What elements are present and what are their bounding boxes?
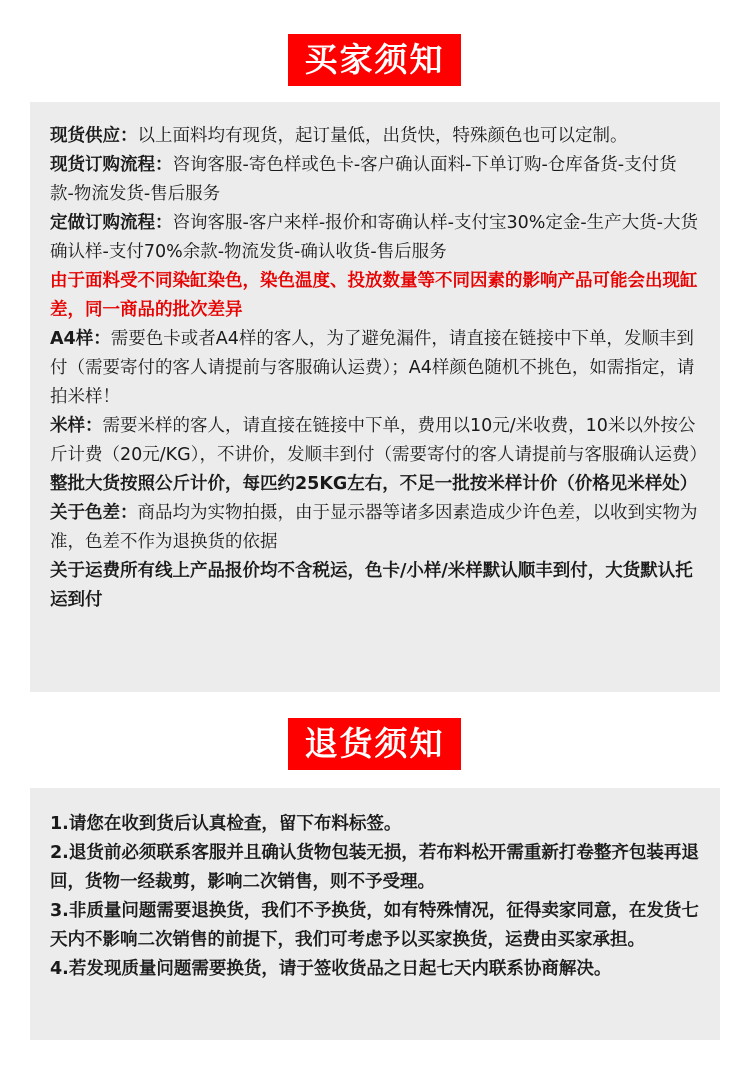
return-item-2: 2.退货前必须联系客服并且确认货物包装无损，若布料松开需重新打卷整齐包装再退回，货物一经裁剪，影响二次销售，则不予受理。: [50, 843, 699, 892]
item-label: 定做订购流程：: [50, 213, 173, 233]
custom-order-process-item: [50, 209, 700, 267]
item-text: 需要色卡或者A4样的客人，为了避免漏件，请直接在链接中下单，发顺丰到付（需要寄付的客人请提前与客服确认运费）；A4样颜色随机不挑色，如需指定，请拍米样！: [50, 329, 695, 407]
a4-sample-item: [50, 325, 700, 412]
item-text: 以上面料均有现货，起订量低，出货快，特殊颜色也可以定制。: [137, 126, 628, 146]
bulk-pricing-item: 整批大货按照公斤计价，每匹约25KG左右，不足一批按米样计价（价格见米样处）: [50, 474, 698, 494]
color-difference-item: [50, 499, 700, 557]
return-notice-panel: [30, 788, 720, 1040]
item-label: 米样：: [50, 416, 103, 436]
item-label: A4样：: [50, 329, 111, 349]
item-label: 关于色差：: [50, 503, 138, 523]
return-item-1: 1.请您在收到货后认真检查，留下布料标签。: [50, 814, 402, 834]
stock-supply-item: [50, 122, 700, 151]
item-label: 现货供应：: [50, 126, 138, 146]
item-text: 需要米样的客人，请直接在链接中下单，费用以10元/米收费，10米以外按公斤计费（20元/KG），不讲价，发顺丰到付（需要寄付的客人请提前与客服确认运费）: [50, 416, 707, 465]
item-text: 咨询客服-寄色样或色卡-客户确认面料-下单订购-仓库备货-支付货款-物流发货-售后服务: [50, 155, 677, 204]
buyer-notice-panel: [30, 102, 720, 692]
return-notice-title: 退货须知: [288, 718, 461, 770]
return-item-4: 4.若发现质量问题需要换货，请于签收货品之日起七天内联系协商解决。: [50, 959, 612, 979]
item-label: 现货订购流程：: [50, 155, 173, 175]
item-text: 商品均为实物拍摄，由于显示器等诸多因素造成少许色差，以收到实物为准，色差不作为退换货的依据: [50, 503, 698, 552]
stock-order-process-item: [50, 151, 700, 209]
return-item-3: 3.非质量问题需要退换货，我们不予换货，如有特殊情况，征得卖家同意，在发货七天内不影响二次销售的前提下，我们可考虑予以买家换货，运费由买家承担。: [50, 901, 699, 950]
item-text: 咨询客服-客户来样-报价和寄确认样-支付宝30%定金-生产大货-大货确认样-支付70%余款-物流发货-确认收货-售后服务: [50, 213, 698, 262]
meter-sample-item: [50, 412, 707, 470]
buyer-notice-title: 买家须知: [288, 34, 461, 86]
shipping-fee-item: 关于运费所有线上产品报价均不含税运，色卡/小样/米样默认顺丰到付，大货默认托运到付: [50, 561, 693, 610]
dye-lot-warning: 由于面料受不同染缸染色，染色温度、投放数量等不同因素的影响产品可能会出现缸差，同一商品的批次差异: [50, 271, 698, 320]
